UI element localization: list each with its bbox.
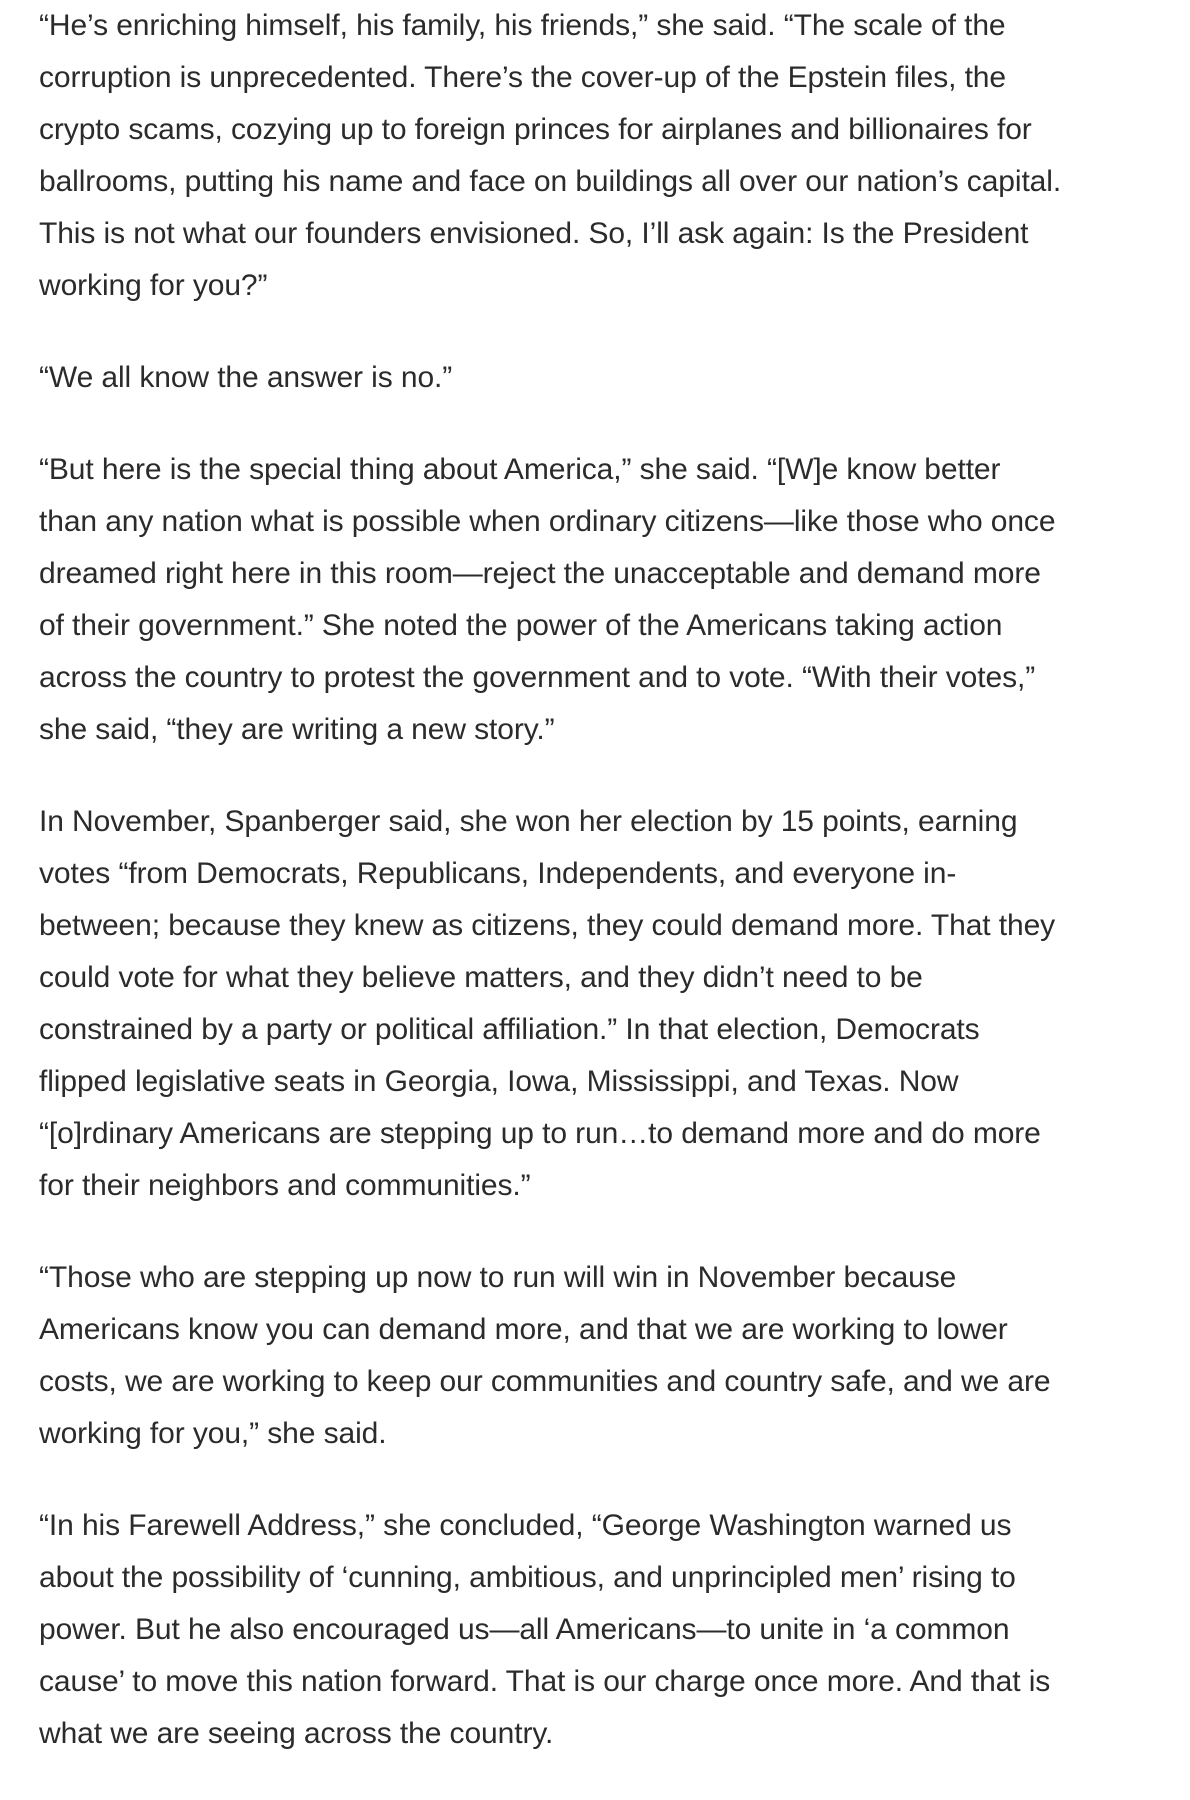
- paragraph-special-thing: “But here is the special thing about America,” she said. “[W]e know better than any nation what is possible when ordinary citizens—like those who once dreamed right here in this room—reject the unacceptable and demand more of their government.” She noted the power of the Americans taking action across the country to protest the government and to vote. “With their votes,” she said, “they are writing a new story.”: [39, 453, 1056, 746]
- paragraph-answer-no: “We all know the answer is no.”: [39, 361, 453, 394]
- paragraph-stepping-up: “Those who are stepping up now to run will win in November because Americans know you can demand more, and that we are working to lower costs, we are working to keep our communities and country safe, and we are working for you,” she said.: [39, 1261, 1051, 1450]
- paragraph-farewell-address: “In his Farewell Address,” she concluded, “George Washington warned us about the possibility of ‘cunning, ambitious, and unprincipled men’ rising to power. But he also encouraged us—all Americans—to unite in ‘a common cause’ to move this nation forward. That is our charge once more. And that is what we are seeing across the country.: [39, 1509, 1051, 1750]
- paragraph-enriching: “He’s enriching himself, his family, his friends,” she said. “The scale of the corruption is unprecedented. There’s the cover-up of the Epstein files, the crypto scams, cozying up to foreign princes for airplanes and billionaires for ballrooms, putting his name and face on buildings all over our nation’s capital. This is not what our founders envisioned. So, I’ll ask again: Is the President working for you?”: [39, 9, 1062, 302]
- paragraph-november-election: In November, Spanberger said, she won her election by 15 points, earning votes “from Democrats, Republicans, Independents, and everyone in- between; because they knew as citizens, they could demand more. That they could vote for what they believe matters, and they didn’t need to be constrained by a party or political affiliation.” In that election, Democrats flipped legislative seats in Georgia, Iowa, Mississippi, and Texas. Now “[o]rdinary Americans are stepping up to run…to demand more and do more for their neighbors and communities.”: [39, 805, 1056, 1202]
- article-body: [39, 0, 1159, 1800]
